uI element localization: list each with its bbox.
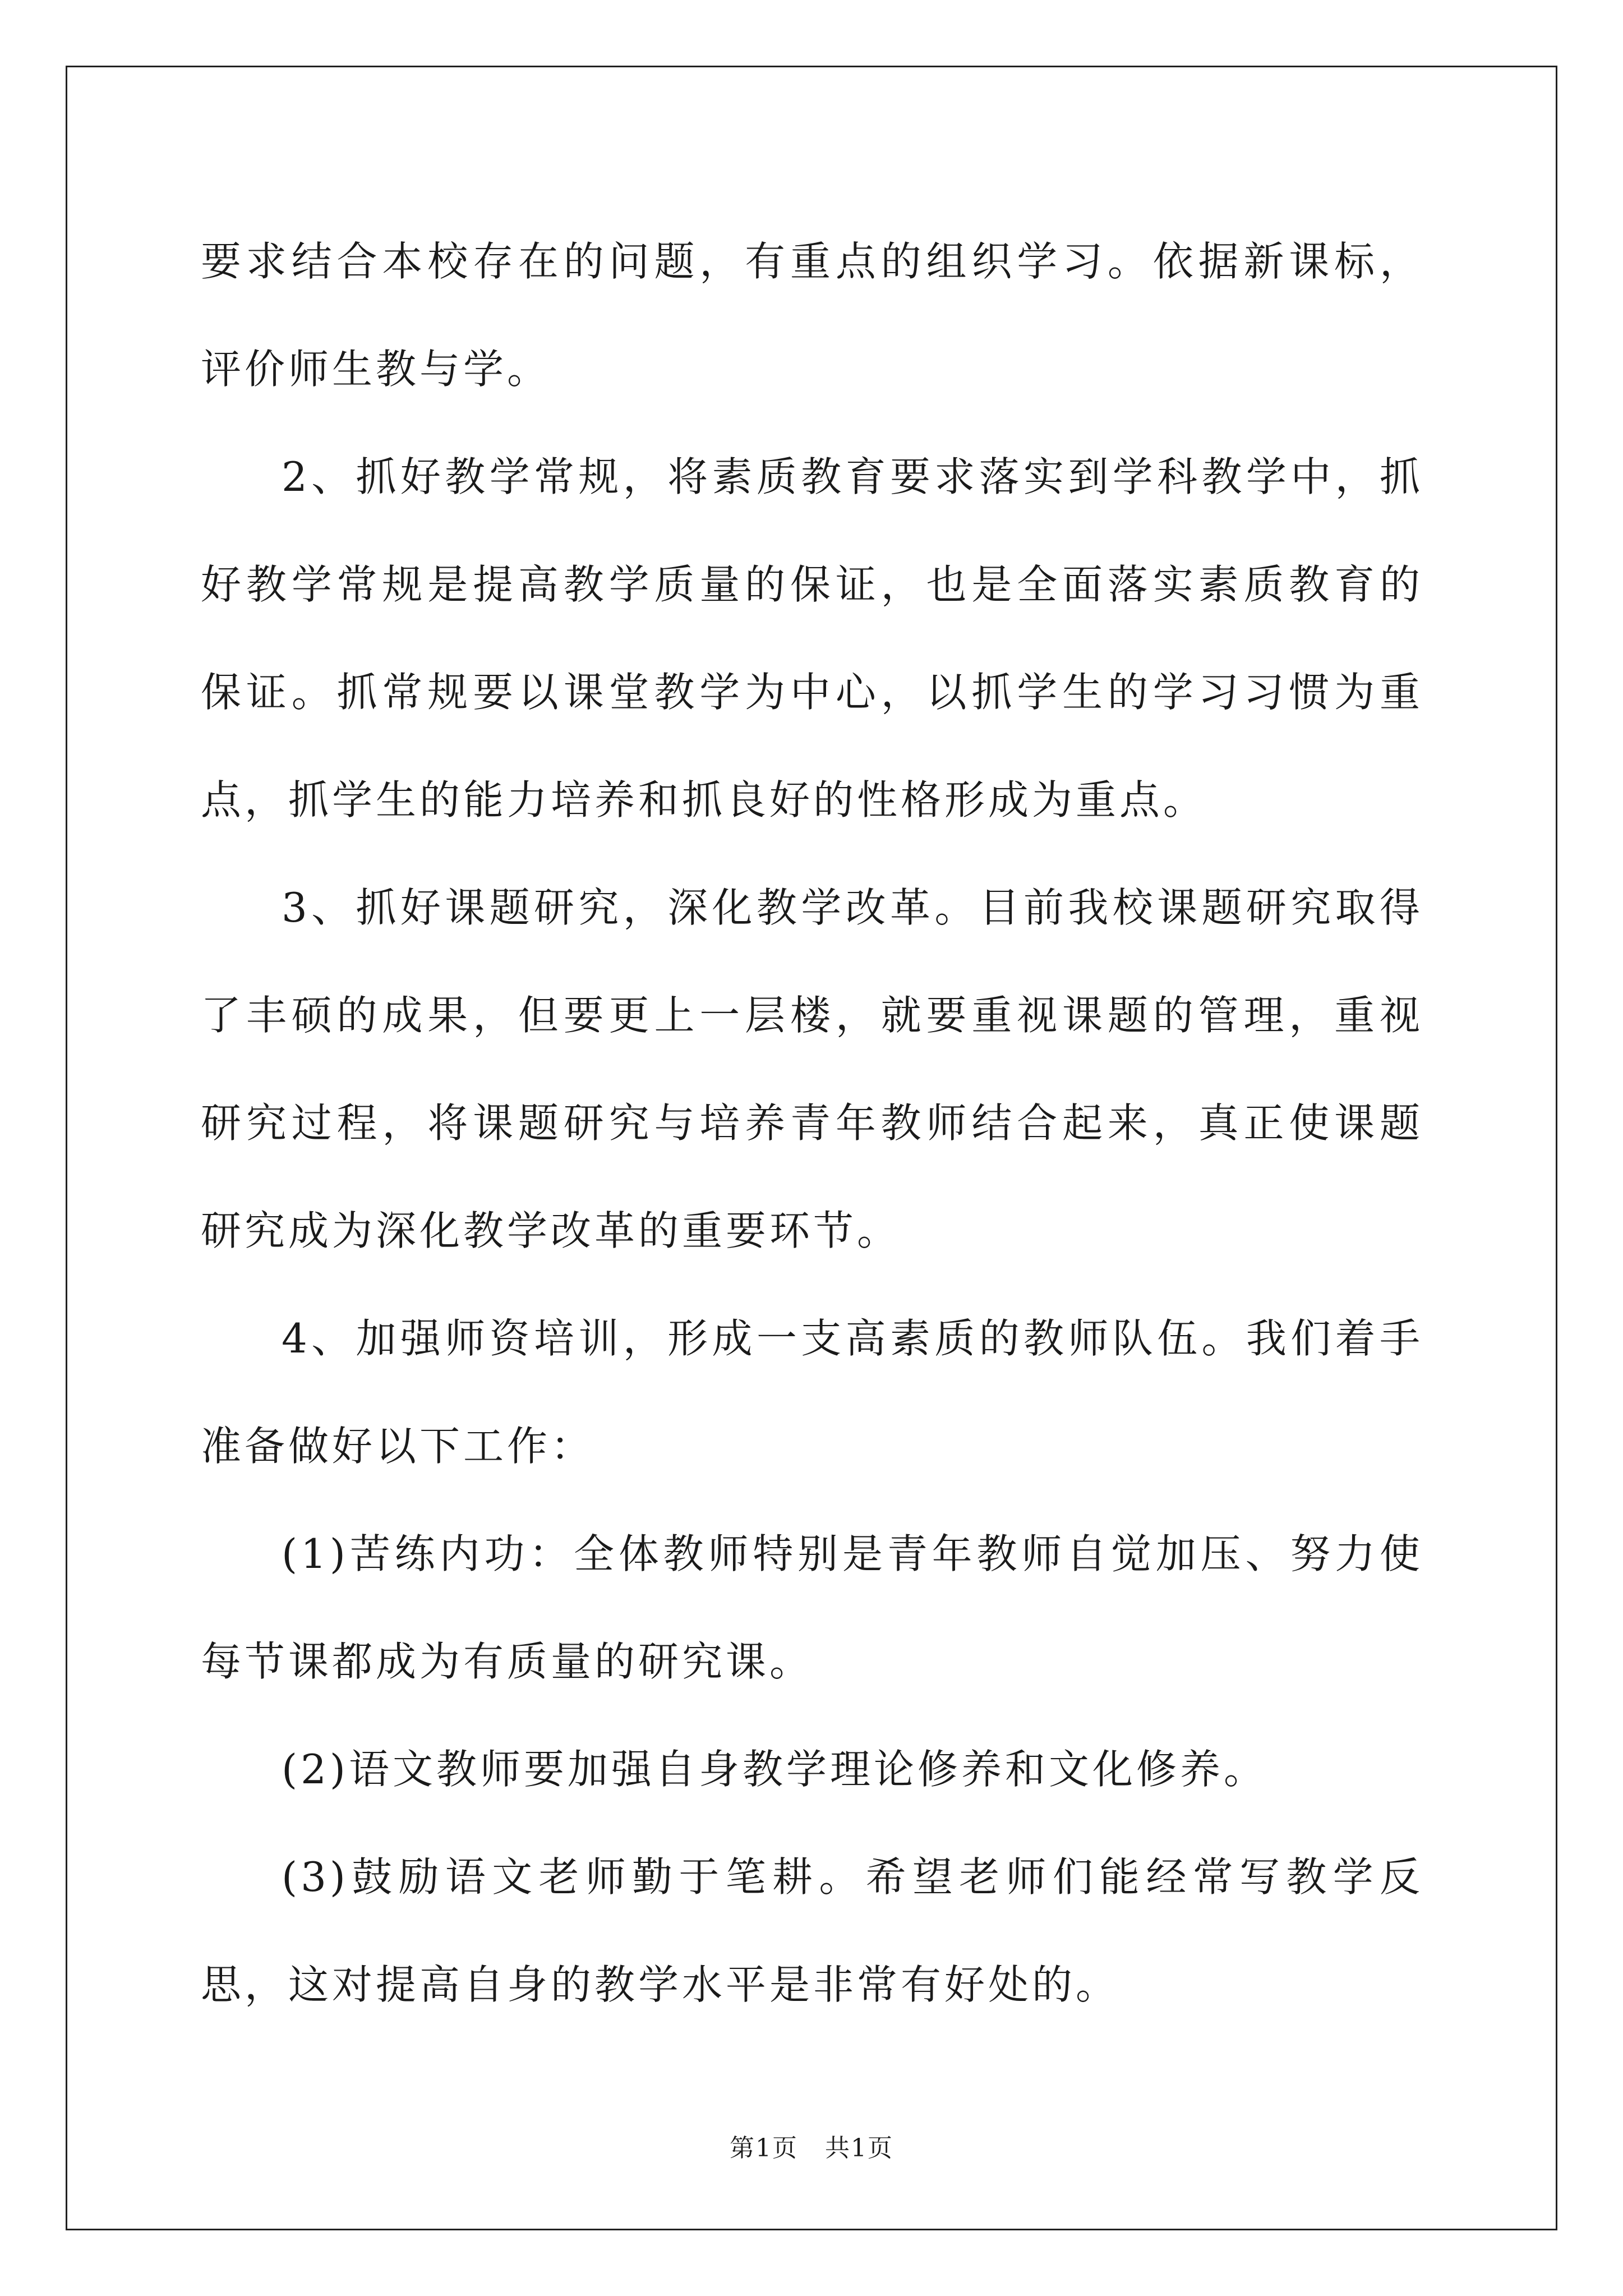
paragraph-4: 4、加强师资培训，形成一支高素质的教师队伍。我们着手准备做好以下工作： (201, 1315, 1423, 1470)
paragraph-5: (1)苦练内功：全体教师特别是青年教师自觉加压、努力使每节课都成为有质量的研究课。 (201, 1530, 1423, 1685)
paragraph-1: 要求结合本校存在的问题，有重点的组织学习。依据新课标，评价师生教与学。 (201, 238, 1423, 393)
paragraph-6: (2)语文教师要加强自身教学理论修养和文化修养。 (282, 1746, 1267, 1793)
document-body (201, 208, 1423, 2039)
page-footer (0, 2132, 1623, 2165)
paragraph-7: (3)鼓励语文老师勤于笔耕。希望老师们能经常写教学反思，这对提高自身的教学水平是非常有好处的。 (201, 1853, 1423, 2008)
paragraph-2: 2、抓好教学常规，将素质教育要求落实到学科教学中，抓好教学常规是提高教学质量的保证，也是全面落实素质教育的保证。抓常规要以课堂教学为中心，以抓学生的学习习惯为重点，抓学生的能力培养和抓良好的性格形成为重点。 (201, 453, 1423, 823)
paragraph-3: 3、抓好课题研究，深化教学改革。目前我校课题研究取得了丰硕的成果，但要更上一层楼，就要重视课题的管理，重视研究过程，将课题研究与培养青年教师结合起来，真正使课题研究成为深化教学改革的重要环节。 (201, 884, 1423, 1254)
page-total: 共1页 (825, 2134, 893, 2162)
page-number: 第1页 (730, 2134, 798, 2162)
